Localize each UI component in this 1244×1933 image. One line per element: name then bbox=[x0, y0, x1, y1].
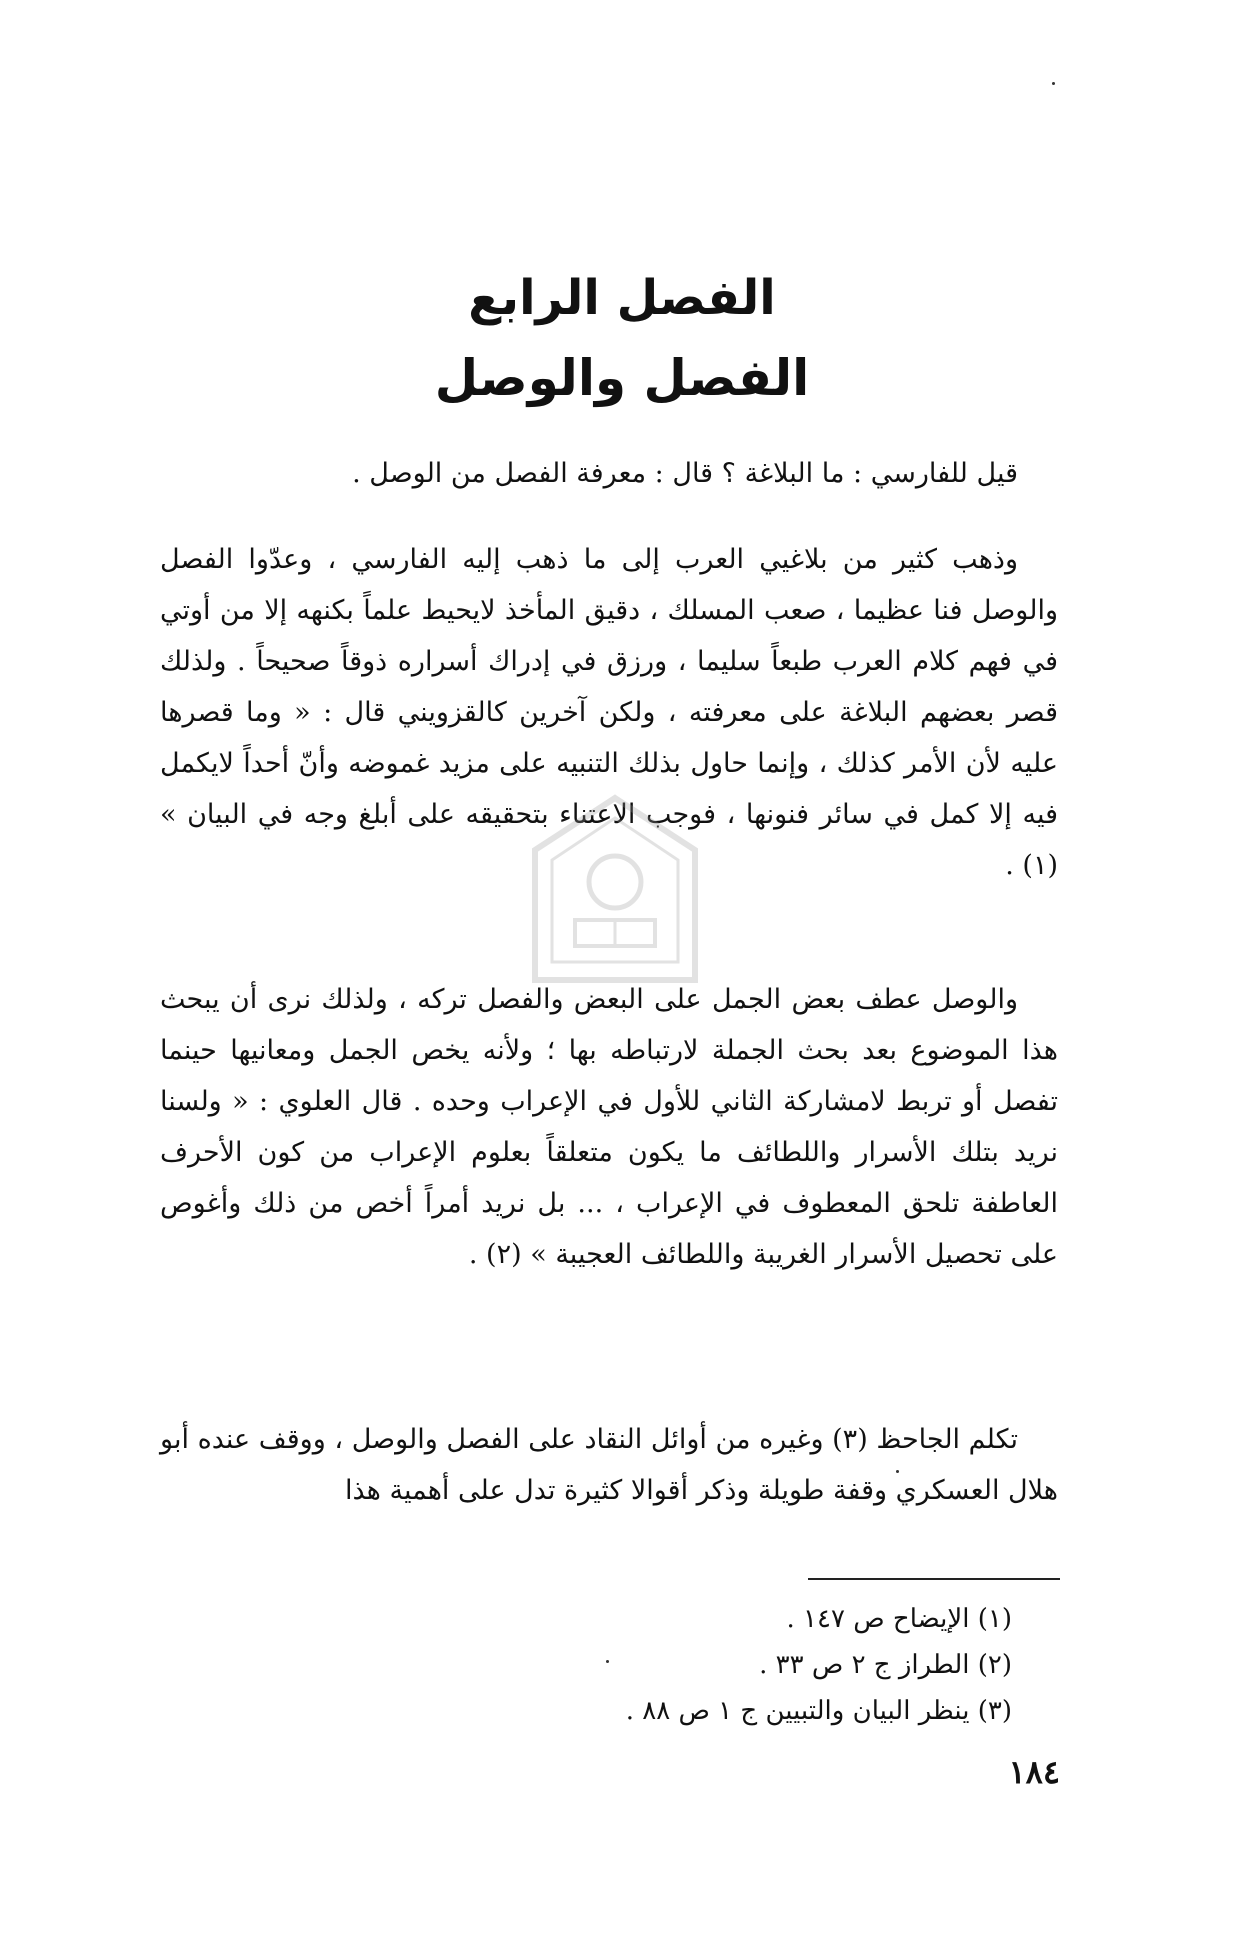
footnote-divider bbox=[808, 1578, 1060, 1580]
paragraph: تكلم الجاحظ (٣) وغيره من أوائل النقاد على الفصل والوصل ، ووقف عنده أبو هلال العسكري وقفة طويلة وذكر أقوالا كثيرة تدل على أهمية هذا bbox=[160, 1424, 1058, 1506]
footnote: (١) الإيضاح ص ١٤٧ . bbox=[786, 1604, 1012, 1634]
page-number: ١٨٤ bbox=[1008, 1753, 1060, 1791]
paragraph: والوصل عطف بعض الجمل على البعض والفصل تركه ، ولذلك نرى أن يبحث هذا الموضوع بعد بحث الجملة لارتباطه بها ؛ ولأنه يخص الجمل ومعانيها حينما تفصل أو تربط لامشاركة الثاني للأول في الإعراب وحده . قال العلوي : « ولسنا نريد بتلك الأسرار واللطائف ما يكون متعلقاً بعلوم الإعراب من كون الأحرف العاطفة تلحق المعطوف في الإعراب ، ... بل نريد أمراً أخص من ذلك وأغوص على تحصيل الأسرار الغريبة واللطائف العجيبة » (٢) . bbox=[160, 984, 1058, 1270]
paragraph: قيل للفارسي : ما البلاغة ؟ قال : معرفة الفصل من الوصل . bbox=[352, 458, 1018, 489]
paragraph: وذهب كثير من بلاغيي العرب إلى ما ذهب إليه الفارسي ، وعدّوا الفصل والوصل فنا عظيما ، صعب المسلك ، دقيق المأخذ لايحيط علماً بكنهه إلا من أوتي في فهم كلام العرب طبعاً سليما ، ورزق في إدراك أسراره ذوقاً صحيحاً . ولذلك قصر بعضهم البلاغة على معرفته ، ولكن آخرين كالقزويني قال : « وما قصرها عليه لأن الأمر كذلك ، وإنما حاول بذلك التنبيه على مزيد غموضه وأنّ أحداً لايكمل فيه إلا كمل في سائر فنونها ، فوجب الاعتناء بتحقيقه على أبلغ وجه في البيان » (١) . bbox=[160, 544, 1058, 881]
page-speck bbox=[1052, 82, 1055, 85]
footnote: (٣) ينظر البيان والتبيين ج ١ ص ٨٨ . bbox=[625, 1696, 1012, 1726]
footnotes-list bbox=[400, 1596, 1012, 1734]
library-seal-icon bbox=[520, 790, 710, 990]
footnote: (٢) الطراز ج ٢ ص ٣٣ . bbox=[759, 1650, 1012, 1680]
chapter-subtitle: الفصل والوصل bbox=[434, 349, 810, 407]
chapter-title: الفصل الرابع bbox=[468, 270, 776, 326]
